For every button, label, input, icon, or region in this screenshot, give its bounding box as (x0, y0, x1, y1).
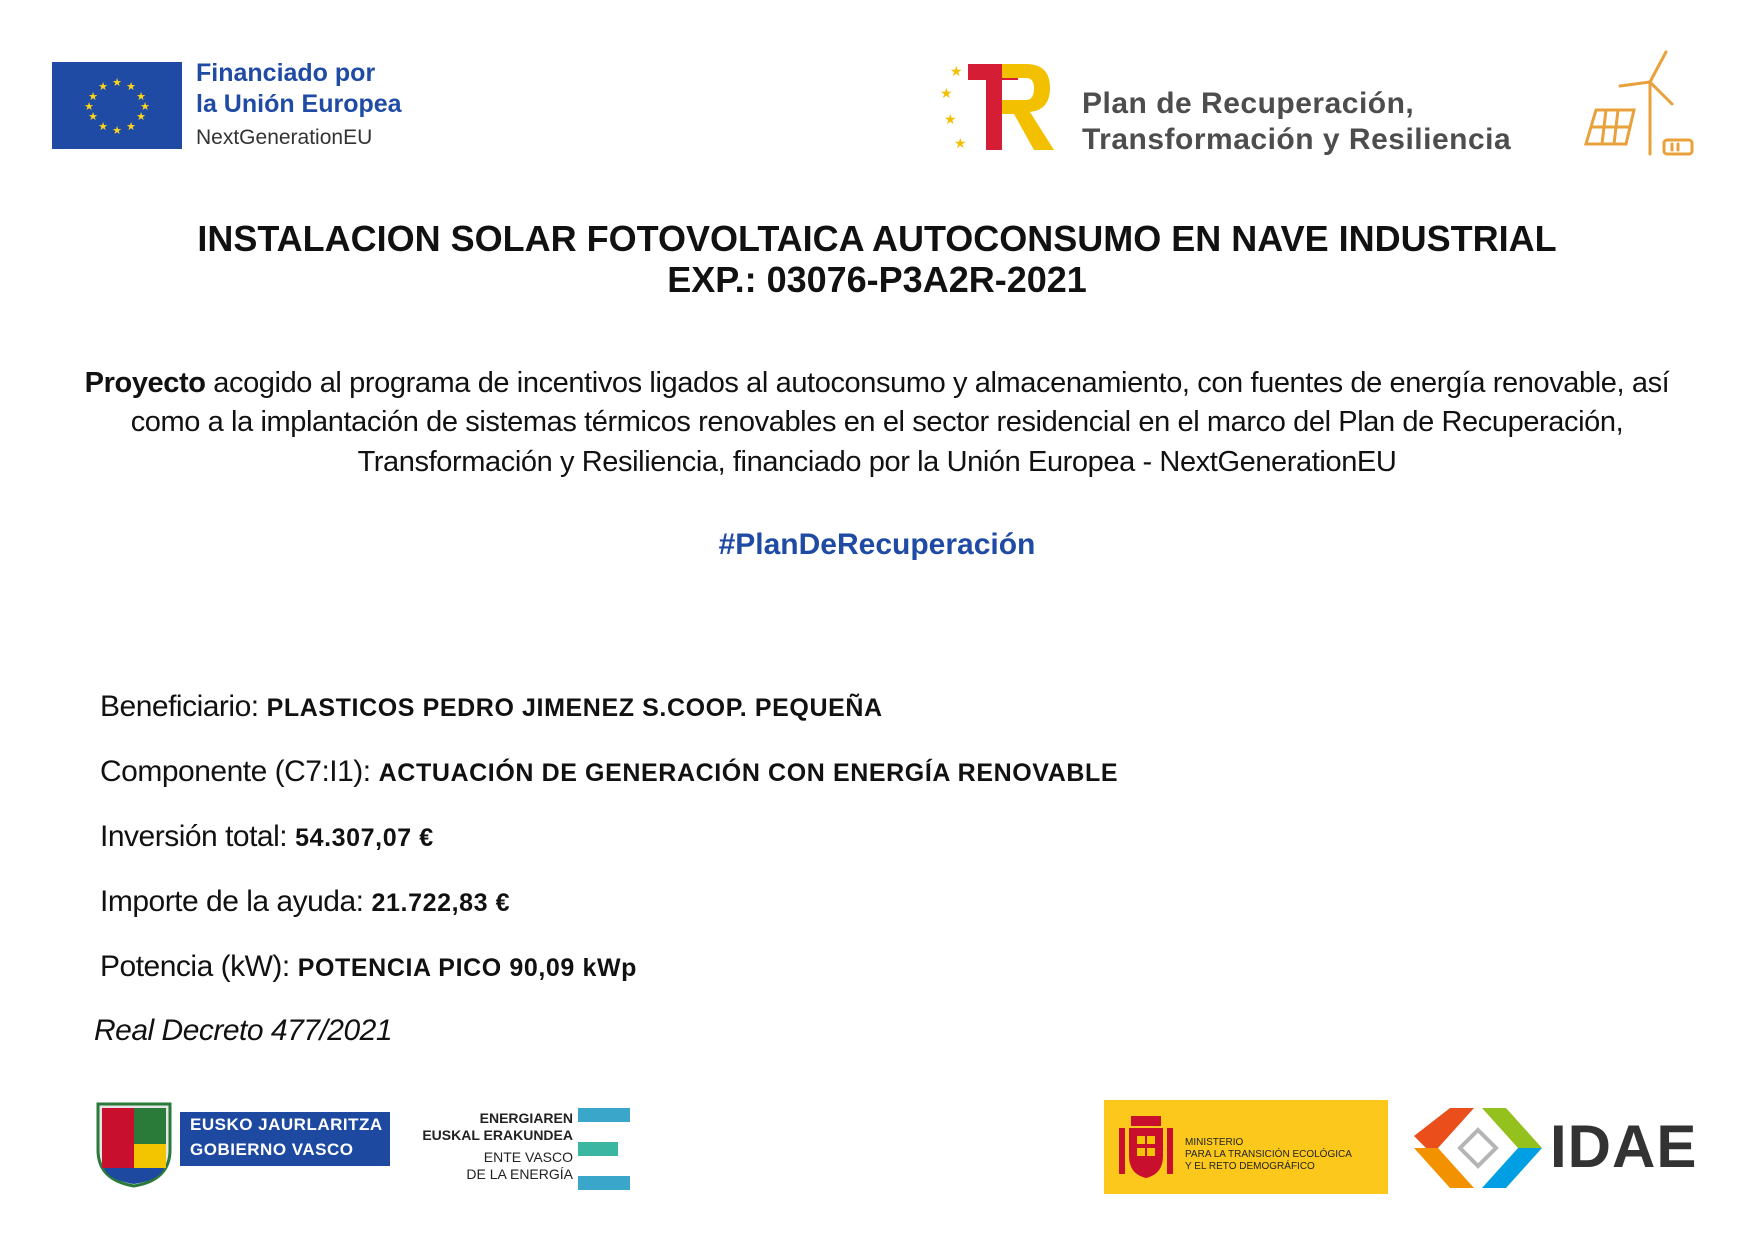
svg-text:★: ★ (112, 124, 122, 137)
beneficiario-value: PLASTICOS PEDRO JIMENEZ S.COOP. PEQUEÑA (266, 694, 883, 722)
svg-text:★: ★ (944, 112, 957, 128)
spain-crest-icon (1115, 1110, 1177, 1184)
prtr-logo-mark (938, 56, 1058, 156)
detail-inversion (100, 820, 434, 854)
detail-beneficiario (100, 690, 883, 724)
prtr-logo-text (1082, 86, 1511, 158)
ministerio-text (1185, 1137, 1352, 1173)
svg-text:★: ★ (126, 120, 136, 133)
svg-text:★: ★ (98, 80, 108, 93)
eu-line-2: la Unión Europea (196, 90, 402, 119)
svg-text:★: ★ (136, 110, 146, 123)
svg-text:★: ★ (84, 100, 94, 113)
eve-e-icon (578, 1108, 634, 1190)
svg-text:★: ★ (88, 110, 98, 123)
eve-line-2: EUSKAL ERAKUNDEA (422, 1126, 573, 1143)
svg-text:★: ★ (126, 80, 136, 93)
ministerio-line-2: PARA LA TRANSICIÓN ECOLÓGICA (1185, 1149, 1352, 1160)
description-lead: Proyecto (84, 367, 206, 399)
project-title (0, 218, 1754, 301)
prtr-line-1: Plan de Recuperación, (1082, 87, 1415, 120)
eve-line-1: ENERGIAREN (479, 1110, 573, 1126)
description-text: acogido al programa de incentivos ligados al autoconsumo y almacenamiento, con fuentes de energía renovable, así como a la implantación de sistemas térmicos renovables en el sector residencial en el marco del Plan de Recuperación, Transformación y Resiliencia, financiado por la Unión Europea - NextGenerationEU (130, 367, 1670, 478)
componente-label: Componente (C7:I1): (100, 755, 371, 788)
beneficiario-label: Beneficiario: (100, 690, 259, 723)
svg-text:★: ★ (940, 86, 953, 102)
hashtag: #PlanDeRecuperación (718, 528, 1036, 561)
svg-text:★: ★ (950, 64, 963, 80)
gv-line-1: EUSKO JAURLARITZA (190, 1115, 383, 1134)
eve-line-3: ENTE VASCO (483, 1149, 573, 1166)
svg-text:★: ★ (954, 136, 967, 152)
real-decreto: Real Decreto 477/2021 (94, 1014, 393, 1047)
ministerio-line-1: MINISTERIO (1185, 1137, 1244, 1148)
project-description (60, 364, 1694, 482)
svg-text:★: ★ (136, 90, 146, 103)
wind-solar-icon (1578, 48, 1698, 160)
svg-text:★: ★ (112, 76, 122, 89)
potencia-value: POTENCIA PICO 90,09 kWp (297, 954, 638, 982)
detail-importe (100, 885, 510, 919)
title-line-1: INSTALACION SOLAR FOTOVOLTAICA AUTOCONSUMO EN NAVE INDUSTRIAL (197, 218, 1557, 259)
gobierno-vasco-band (180, 1112, 390, 1166)
detail-componente (100, 755, 1118, 789)
prtr-tr-icon (938, 56, 1058, 156)
inversion-value: 54.307,07 € (295, 824, 434, 852)
idae-mark-icon (1414, 1100, 1542, 1196)
eve-logo-text (395, 1110, 573, 1182)
eu-stars-icon (52, 62, 182, 149)
detail-potencia (100, 950, 637, 984)
importe-label: Importe de la ayuda: (100, 885, 364, 918)
prtr-line-2: Transformación y Resiliencia (1082, 123, 1512, 156)
svg-text:★: ★ (140, 100, 150, 113)
eve-line-4: DE LA ENERGÍA (466, 1165, 573, 1182)
svg-text:★: ★ (98, 120, 108, 133)
potencia-label: Potencia (kW): (100, 950, 290, 983)
eu-line-1: Financiado por (196, 59, 376, 87)
gv-line-2: GOBIERNO VASCO (190, 1140, 354, 1159)
title-expediente: EXP.: 03076-P3A2R-2021 (667, 259, 1087, 301)
eu-logo-text (196, 58, 402, 151)
eu-line-3: NextGenerationEU (196, 125, 373, 149)
basque-shield-icon (90, 1100, 180, 1188)
importe-value: 21.722,83 € (371, 889, 511, 917)
idae-logo-text: IDAE (1550, 1113, 1698, 1180)
eu-flag-logo (52, 62, 182, 149)
componente-value: ACTUACIÓN DE GENERACIÓN CON ENERGÍA RENOVABLE (378, 759, 1119, 787)
inversion-label: Inversión total: (100, 820, 288, 853)
svg-text:★: ★ (88, 90, 98, 103)
ministerio-line-3: Y EL RETO DEMOGRÁFICO (1185, 1161, 1315, 1172)
